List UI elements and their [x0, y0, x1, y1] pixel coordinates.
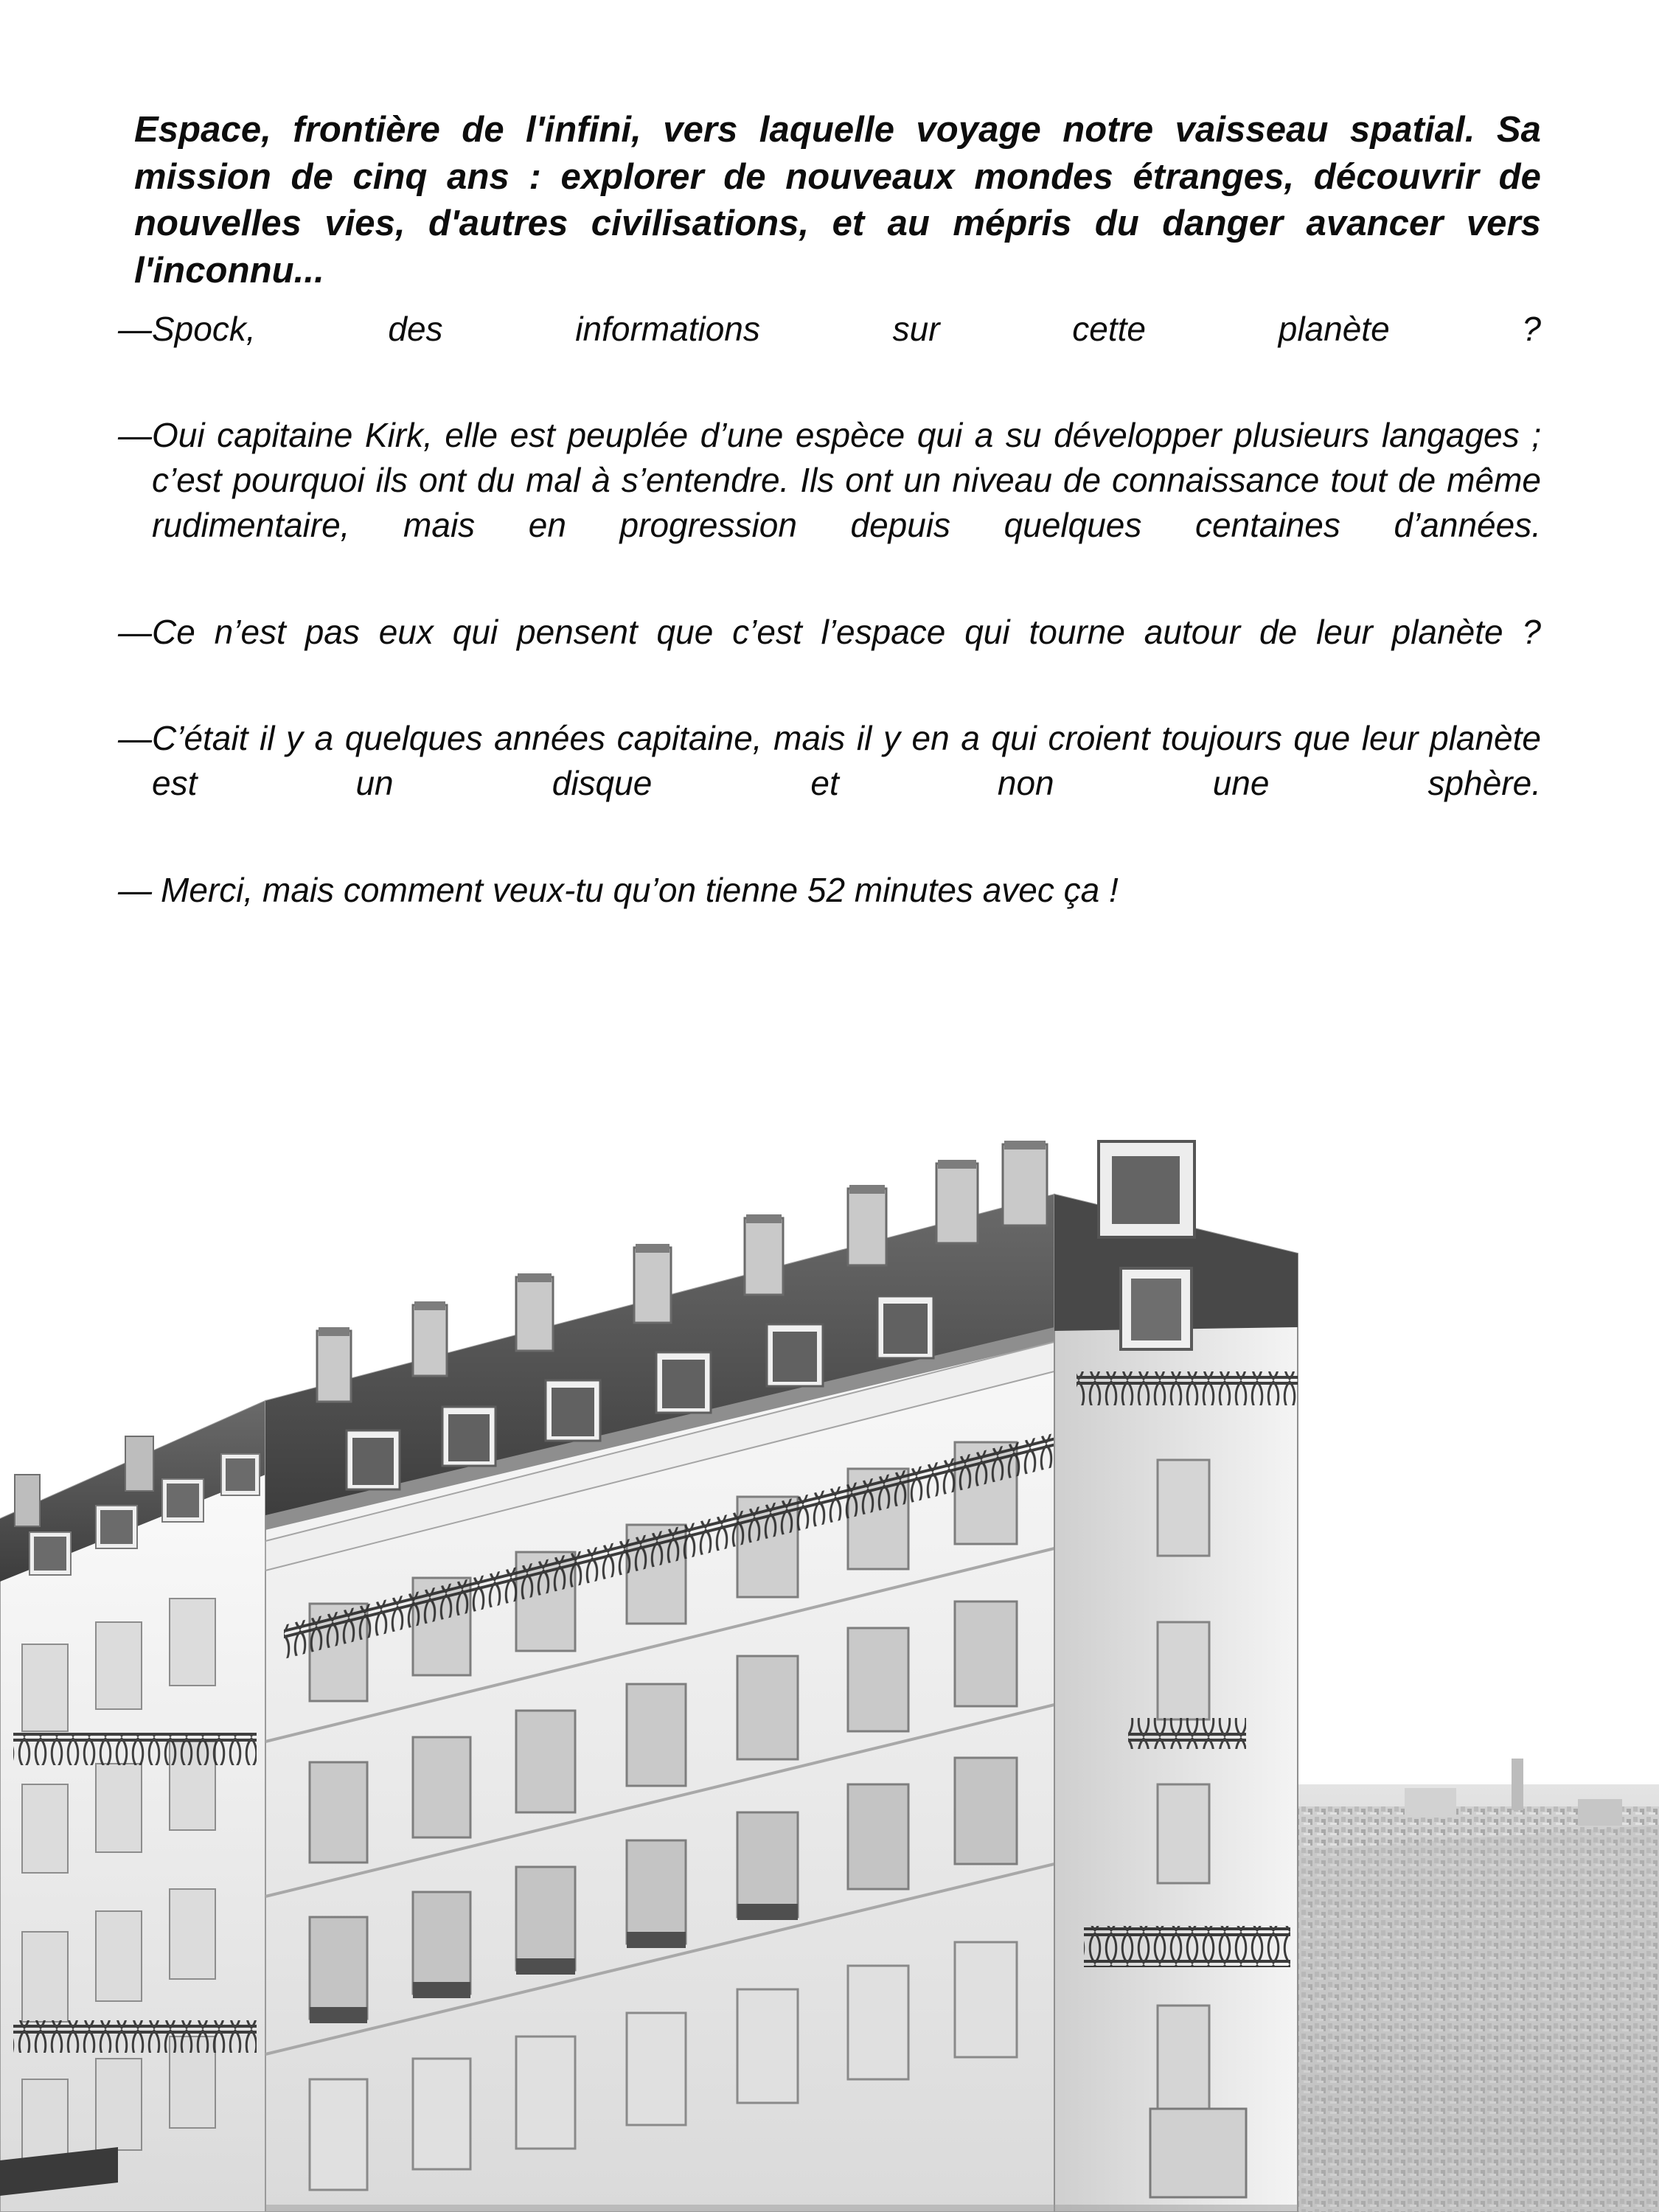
dialogue-line: [118, 413, 1541, 594]
dialogue-text: Spock, des informations sur cette planète ?: [152, 309, 1541, 348]
dialogue-line: [118, 868, 1541, 958]
dialogue-dash: —: [118, 309, 152, 348]
dialogue-text: Ce n’est pas eux qui pensent que c’est l’espace qui tourne autour de leur planète ?: [152, 612, 1541, 651]
building-photograph: [0, 959, 1659, 2212]
text-block: [118, 107, 1541, 974]
dialogue-text: Merci, mais comment veux-tu qu’on tienne 52 minutes avec ça !: [161, 870, 1119, 909]
left-wing: [0, 1401, 265, 2212]
dialogue-line: [118, 610, 1541, 700]
roof-penthouse: [1099, 1141, 1194, 1237]
right-return-facade: [1054, 1180, 1298, 2212]
dialogue-dash: —: [118, 612, 152, 651]
dialogue-dash: —: [118, 416, 152, 455]
dialogue-list: [118, 307, 1541, 958]
dialogue-text: Oui capitaine Kirk, elle est peuplée d’une espèce qui a su développer plusieurs langages ; c’est pourquoi ils ont du mal à s’entendre. Ils ont un niveau de connaissance tout de même rudimentaire, mais en progression depuis quelques centaines d’années.: [152, 416, 1541, 545]
dialogue-text: C’était il y a quelques années capitaine, mais il y en a qui croient toujours que leur planète est un disque et non une sphère.: [152, 719, 1541, 803]
city-panorama: [1298, 1759, 1659, 2212]
dialogue-line: [118, 307, 1541, 397]
dialogue-dash: —: [118, 870, 152, 909]
dialogue-line: [118, 716, 1541, 852]
dialogue-dash: —: [118, 719, 152, 758]
intro-paragraph: Espace, frontière de l'infini, vers laquelle voyage notre vaisseau spatial. Sa mission de cinq ans : explorer de nouveaux mondes étranges, découvrir de nouvelles vies, d'autres civilisations, et au mépris du danger avancer vers l'inconnu...: [134, 110, 1541, 291]
